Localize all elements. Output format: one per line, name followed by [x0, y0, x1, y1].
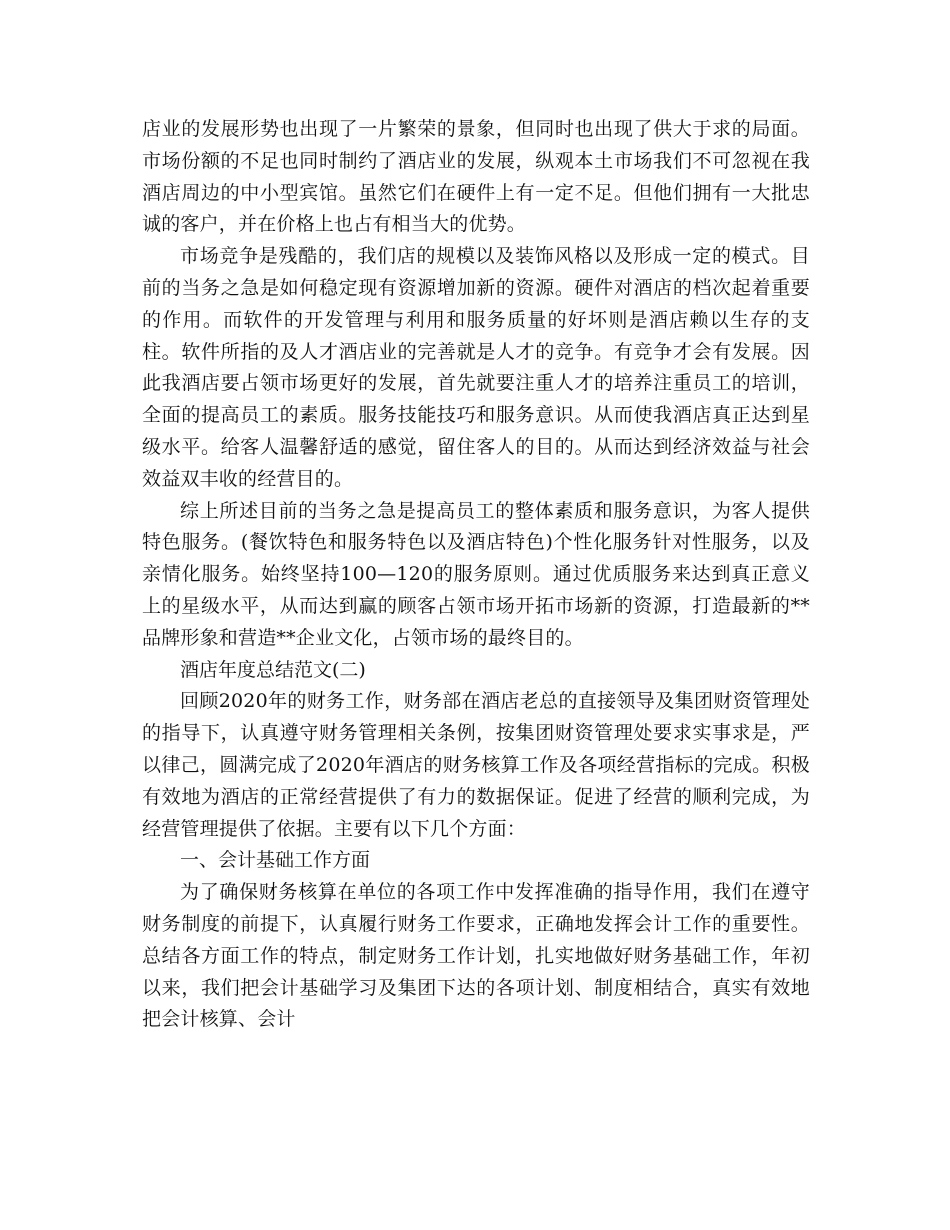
- section-heading-accounting-basics: 一、会计基础工作方面: [180, 849, 371, 872]
- paragraph-2: 市场竞争是残酷的，我们店的规模以及装饰风格以及形成一定的模式。目前的当务之急是如何稳定现有资源增加新的资源。硬件对酒店的档次起着重要的作用。而软件的开发管理与利用和服务质量的好坏则是酒店赖以生存的支柱。软件所指的及人才酒店业的完善就是人才的竞争。有竞争才会有发展。因此我酒店要占领市场更好的发展，首先就要注重人才的培养注重员工的培训，全面的提高员工的素质。服务技能技巧和服务意识。从而使我酒店真正达到星级水平。给客人温馨舒适的感觉，留住客人的目的。从而达到经济效益与社会效益双丰收的经营目的。: [142, 245, 810, 490]
- document-body: [142, 114, 810, 1036]
- paragraph-1: 店业的发展形势也出现了一片繁荣的景象，但同时也出现了供大于求的局面。市场份额的不足也同时制约了酒店业的发展，纵观本土市场我们不可忽视在我酒店周边的中小型宾馆。虽然它们在硬件上有一定不足。但他们拥有一大批忠诚的客户，并在价格上也占有相当大的优势。: [142, 118, 810, 236]
- paragraph-3: 综上所述目前的当务之急是提高员工的整体素质和服务意识，为客人提供特色服务。(餐饮特色和服务特色以及酒店特色)个性化服务针对性服务，以及亲情化服务。始终坚持100—120的服务原则。通过优质服务来达到真正意义上的星级水平，从而达到赢的顾客占领市场开拓市场新的资源，打造最新的**品牌形象和营造**企业文化，占领市场的最终目的。: [142, 499, 810, 649]
- section-title-hotel-summary-2: 酒店年度总结范文(二): [180, 658, 366, 681]
- paragraph-4: 回顾2020年的财务工作，财务部在酒店老总的直接领导及集团财资管理处的指导下，认真遵守财务管理相关条例，按集团财资管理处要求实事求是，严以律己，圆满完成了2020年酒店的财务核算工作及各项经营指标的完成。积极有效地为酒店的正常经营提供了有力的数据保证。促进了经营的顺利完成，为经营管理提供了依据。主要有以下几个方面：: [142, 690, 810, 840]
- paragraph-5: 为了确保财务核算在单位的各项工作中发挥准确的指导作用，我们在遵守财务制度的前提下，认真履行财务工作要求，正确地发挥会计工作的重要性。总结各方面工作的特点，制定财务工作计划，扎实地做好财务基础工作，年初以来，我们把会计基础学习及集团下达的各项计划、制度相结合，真实有效地把会计核算、会计: [142, 881, 810, 1031]
